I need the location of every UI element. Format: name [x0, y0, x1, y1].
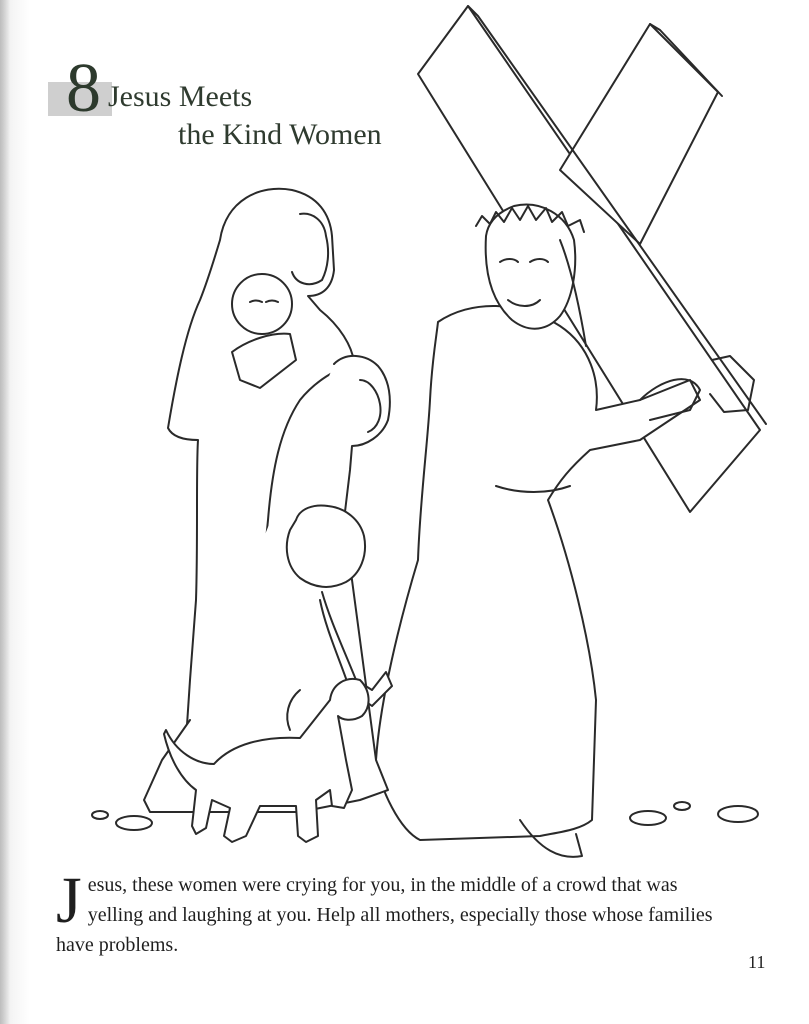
station-title-line-1: Jesus Meets — [108, 80, 253, 113]
station-title-line-2: the Kind Women — [178, 118, 382, 151]
page-number: 11 — [748, 952, 766, 972]
meditation-text-body: esus, these women were crying for you, in the middle of a crowd that was yelling and laughing at you. Help all mothers, especially those whose families have problems. — [56, 874, 713, 956]
line-art-illustration — [90, 0, 790, 880]
page-spine-shadow — [0, 0, 10, 1024]
meditation-text — [56, 864, 736, 960]
jesus-drawing — [376, 205, 754, 857]
station-number: 8 — [66, 50, 101, 127]
drop-cap-letter: J — [56, 864, 82, 937]
